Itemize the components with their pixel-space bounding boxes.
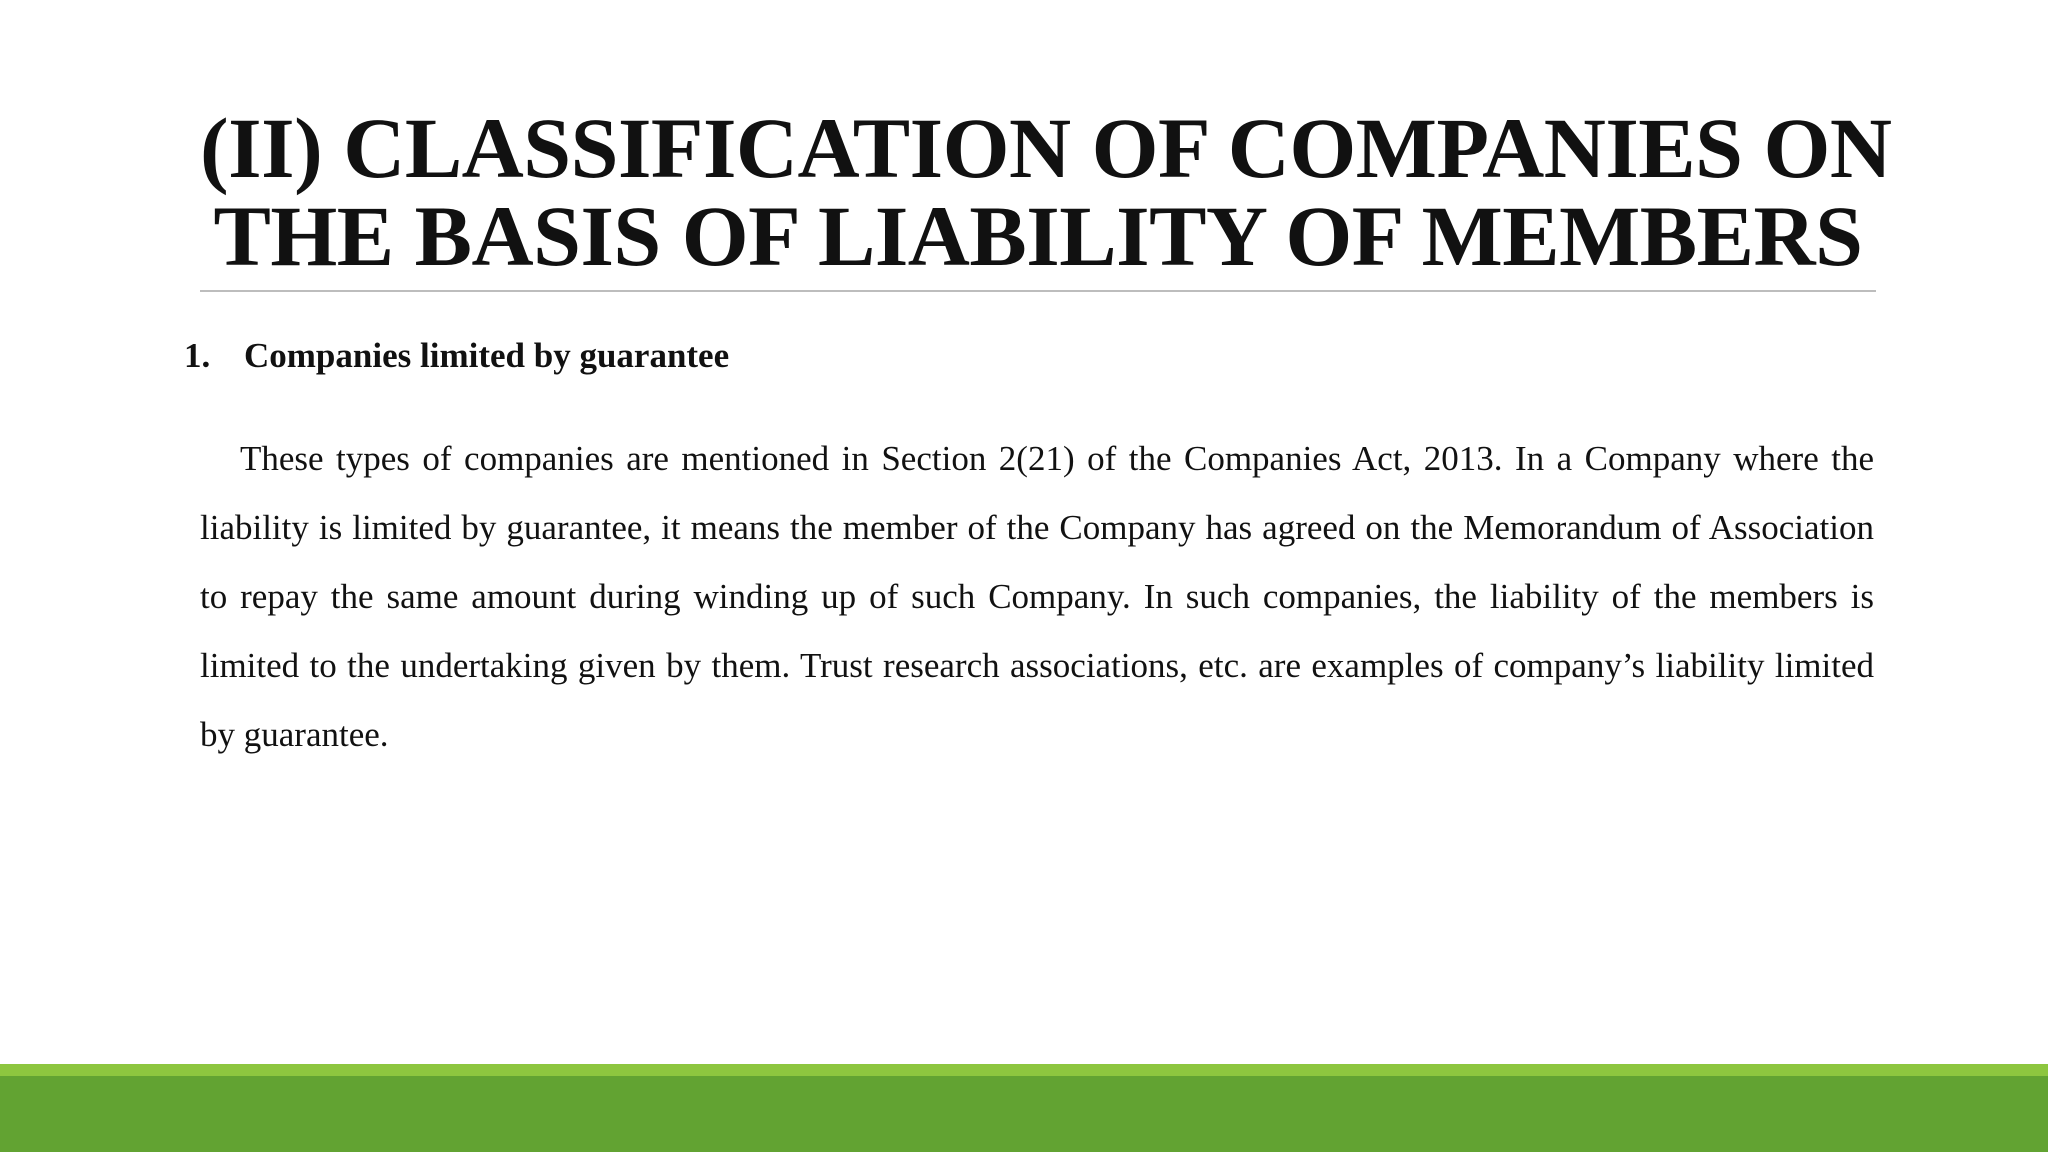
slide-title-line-1: (II) CLASSIFICATION OF COMPANIES ON [200, 100, 1892, 196]
title-divider [200, 290, 1876, 292]
heading-number: 1. [184, 336, 211, 375]
numbered-heading [184, 334, 1884, 378]
footer-accent-stripe [0, 1064, 2048, 1076]
body-paragraph: These types of companies are mentioned in Section 2(21) of the Companies Act, 2013. In a Company where the liability is limited by guarantee, it means the member of the Company has agreed on the Memorandum of Association to repay the same amount during winding up of such Company. In such companies, the liability of the members is limited to the undertaking given by them. Trust research associations, etc. are examples of company’s liability limited by guarantee. [200, 439, 1874, 754]
slide-title [200, 100, 1892, 284]
heading-label: Companies limited by guarantee [244, 336, 730, 375]
slide-title-line-2: THE BASIS OF LIABILITY OF MEMBERS [213, 188, 1863, 284]
footer-band [0, 1076, 2048, 1152]
